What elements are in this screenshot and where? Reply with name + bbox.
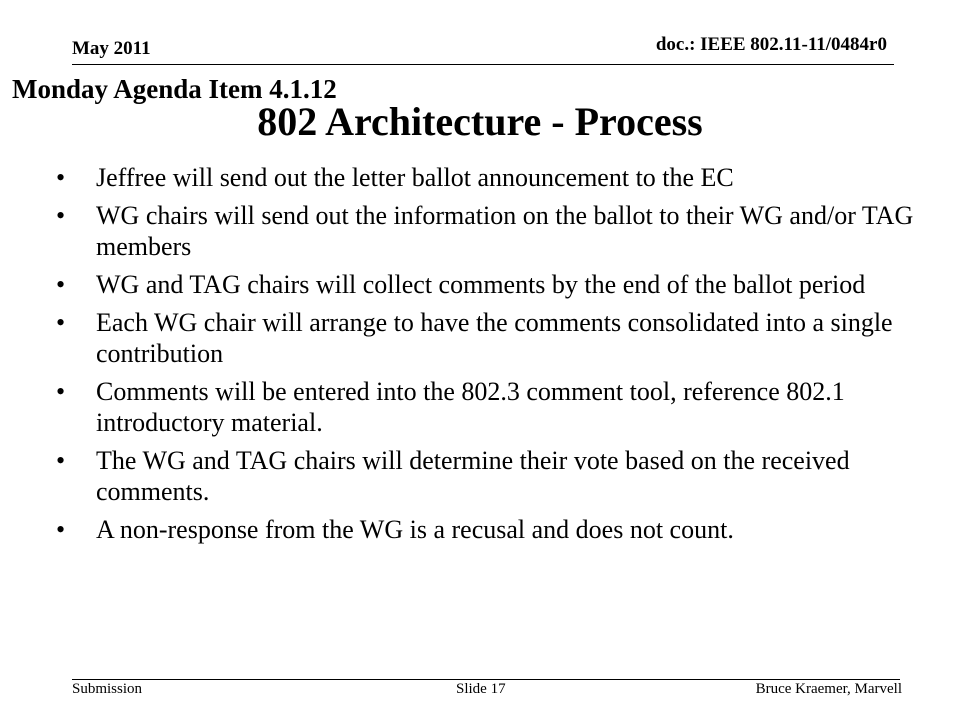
bullet-text: Comments will be entered into the 802.3 comment tool, reference 802.1 introductory material. xyxy=(96,377,845,437)
bullet-dot-icon: • xyxy=(56,377,66,406)
bullet-item xyxy=(56,307,926,369)
bullet-text: WG and TAG chairs will collect comments by the end of the ballot period xyxy=(96,270,866,299)
bullet-list xyxy=(56,162,926,552)
bullet-item xyxy=(56,514,926,545)
header-doc-id: doc.: IEEE 802.11-11/0484r0 xyxy=(655,34,887,55)
footer-divider xyxy=(72,679,900,680)
bullet-text: Each WG chair will arrange to have the comments consolidated into a single contribution xyxy=(96,308,893,368)
bullet-dot-icon: • xyxy=(56,270,66,299)
bullet-item xyxy=(56,269,926,300)
bullet-text: WG chairs will send out the information on the ballot to their WG and/or TAG members xyxy=(96,201,914,261)
bullet-item xyxy=(56,162,926,193)
footer-slide-number: Slide 17 xyxy=(456,681,506,697)
bullet-item xyxy=(56,200,926,262)
header-date: May 2011 xyxy=(72,38,151,59)
agenda-item-label: Monday Agenda Item 4.1.12 xyxy=(12,74,337,104)
bullet-dot-icon: • xyxy=(56,163,66,192)
bullet-text: Jeffree will send out the letter ballot announcement to the EC xyxy=(96,163,734,192)
footer-author: Bruce Kraemer, Marvell xyxy=(755,681,902,697)
bullet-dot-icon: • xyxy=(56,446,66,475)
header-divider xyxy=(72,64,894,65)
bullet-item xyxy=(56,376,926,438)
bullet-text: The WG and TAG chairs will determine their vote based on the received comments. xyxy=(96,446,850,506)
bullet-dot-icon: • xyxy=(56,515,66,544)
footer-submission: Submission xyxy=(72,681,143,697)
bullet-dot-icon: • xyxy=(56,201,66,230)
bullet-item xyxy=(56,445,926,507)
bullet-dot-icon: • xyxy=(56,308,66,337)
slide-title: 802 Architecture - Process xyxy=(257,99,703,144)
bullet-text: A non-response from the WG is a recusal and does not count. xyxy=(96,515,734,544)
